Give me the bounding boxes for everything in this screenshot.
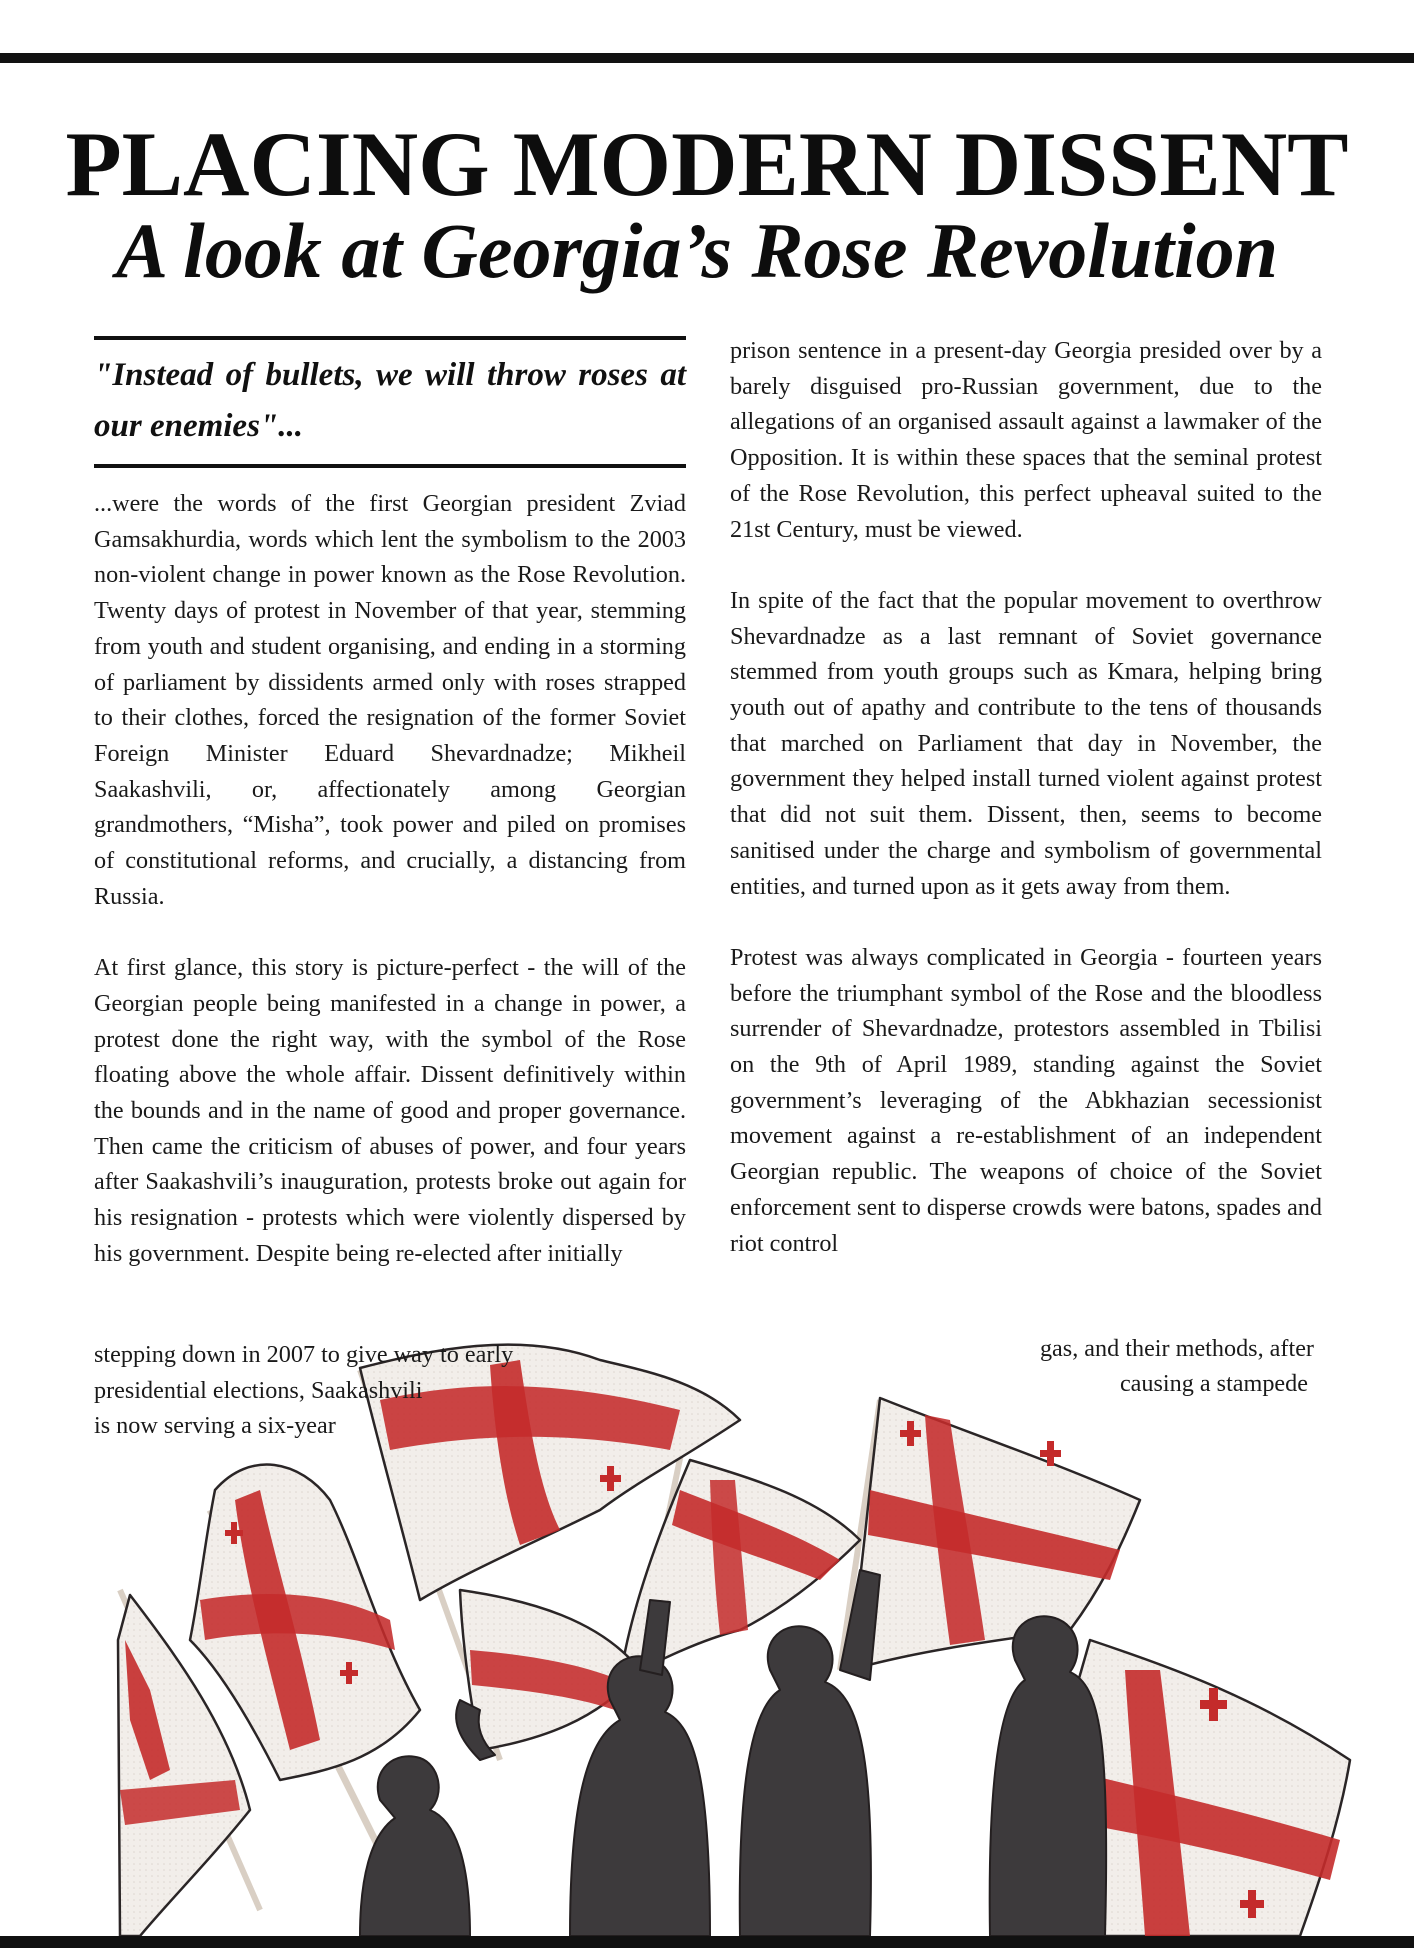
pull-quote xyxy=(94,336,686,468)
page-subtitle: A look at Georgia’s Rose Revolution xyxy=(115,207,1279,294)
top-rule xyxy=(0,53,1414,63)
right-tail-line-2: causing a stampede xyxy=(1119,1370,1308,1397)
right-tail-line-1: gas, and their methods, after xyxy=(1039,1335,1314,1362)
right-paragraph-1: prison sentence in a present-day Georgia presided over by a barely disguised pro-Russian government, due to the allegations of an organised assault against a lawmaker of the Opposition. It is within these spaces that the seminal protest of the Rose Revolution, this perfect upheaval suited to the 21st Century, must be viewed. xyxy=(730,337,1322,543)
left-tail-line-2: presidential elections, Saakashvili xyxy=(94,1377,423,1404)
flag-large-left xyxy=(190,1465,420,1780)
bottom-rule xyxy=(0,1936,1414,1948)
left-paragraph-1: ...were the words of the first Georgian president Zviad Gamsakhurdia, words which lent the symbolism to the 2003 non-violent change in power known as the Rose Revolution. Twenty days of protest in November of that year, stemming from youth and student organising, and ending in a storming of parliament by dissidents armed only with roses strapped to their clothes, forced the resignation of the former Soviet Foreign Minister Eduard Shevardnadze; Mikheil Saakashvili, or, affectionately among Georgian grandmothers, “Misha”, took power and piled on promises of constitutional reforms, and crucially, a distancing from Russia. xyxy=(94,490,686,910)
left-paragraph-2: At first glance, this story is picture-perfect - the will of the Georgian people being manifested in a change in power, a protest done the right way, with the symbol of the Rose floating above the whole affair. Dissent definitively within the bounds and in the name of good and proper governance. Then came the criticism of abuses of power, and four years after Saakashvili’s inauguration, protests broke out again for his resignation - protests which were violently dispersed by his government. Despite being re-elected after initially xyxy=(94,954,686,1267)
right-paragraph-3: Protest was always complicated in Georgia - fourteen years before the triumphant symbol of the Rose and the bloodless surrender of Shevardnadze, protestors assembled in Tbilisi on the 9th of April 1989, standing against the Soviet government’s leveraging of the Abkhazian secessionist movement against a re-establishment of an independent Georgian republic. The weapons of choice of the Soviet enforcement sent to disperse crowds were batons, spades and riot control xyxy=(730,943,1322,1257)
left-tail-line-3: is now serving a six-year xyxy=(94,1412,336,1439)
left-tail-line-1: stepping down in 2007 to give way to early xyxy=(94,1341,514,1368)
flag-upper-right xyxy=(850,1398,1140,1670)
page-title: PLACING MODERN DISSENT xyxy=(65,113,1349,215)
left-column xyxy=(94,486,686,1271)
right-paragraph-2: In spite of the fact that the popular movement to overthrow Shevardnadze as a last remnant of Soviet governance stemmed from youth groups such as Kmara, helping bring youth out of apathy and contribute to the tens of thousands that marched on Parliament that day in November, the government they helped install turned violent against protest that did not suit them. Dissent, then, seems to become sanitised under the charge and symbolism of governmental entities, and turned upon as it gets away from them. xyxy=(730,586,1322,900)
pull-quote-text: "Instead of bullets, we will throw roses at our enemies"... xyxy=(94,357,686,444)
right-column xyxy=(730,333,1322,1261)
